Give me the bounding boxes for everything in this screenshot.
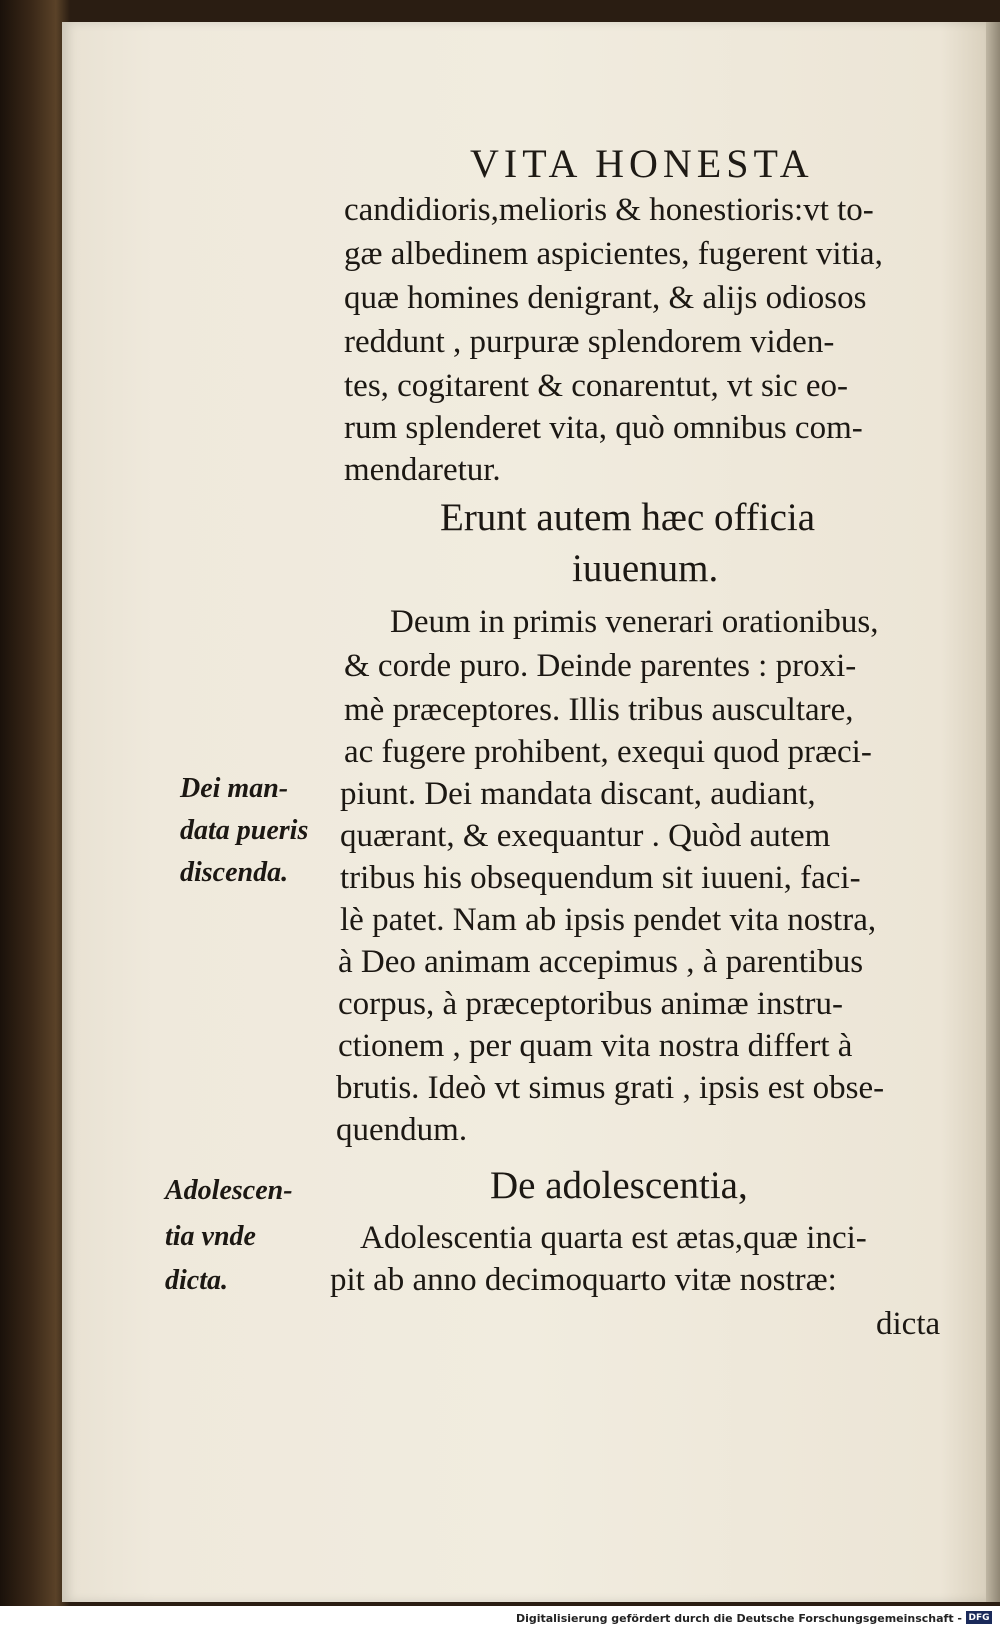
section-heading: De adolescentia, (490, 1164, 748, 1207)
marginal-note: tia vnde (165, 1221, 256, 1252)
catchword: dicta (876, 1306, 941, 1342)
section-heading: Erunt autem hæc officia (440, 496, 816, 539)
text-line: & corde puro. Deinde parentes : proxi- (344, 648, 857, 684)
text-line: reddunt , purpuræ splendorem viden- (344, 324, 835, 360)
text-line: à Deo animam accepimus , à parentibus (338, 944, 864, 980)
marginal-note: Adolescen- (165, 1175, 293, 1206)
text-line: mè præceptores. Illis tribus auscultare, (344, 692, 854, 728)
text-line: rum splenderet vita, quò omnibus com- (344, 410, 863, 446)
book-spine (0, 0, 70, 1606)
text-line: tribus his obsequendum sit iuueni, faci- (340, 860, 861, 896)
text-line: piunt. Dei mandata discant, audiant, (340, 776, 816, 812)
dfg-logo: DFG (966, 1611, 992, 1624)
text-line: brutis. Ideò vt simus grati , ipsis est obse- (336, 1070, 885, 1106)
text-line: ctionem , per quam vita nostra differt à (338, 1028, 853, 1064)
text-line: pit ab anno decimoquarto vitæ nostræ: (330, 1262, 837, 1298)
text-line: lè patet. Nam ab ipsis pendet vita nostra, (340, 902, 877, 938)
running-head: VITA HONESTA (470, 141, 814, 186)
marginal-note: dicta. (165, 1265, 228, 1296)
text-line: quærant, & exequantur . Quòd autem (340, 818, 831, 854)
page-edge (986, 22, 1000, 1602)
text-line: mendaretur. (344, 452, 501, 488)
text-line: candidioris,melioris & honestioris:vt to- (344, 192, 874, 228)
text-line: corpus, à præceptoribus animæ instru- (338, 986, 843, 1022)
marginal-note: discenda. (180, 857, 289, 888)
marginal-note: data pueris (180, 815, 309, 846)
text-line: gæ albedinem aspicientes, fugerent vitia, (344, 236, 883, 272)
text-line: quendum. (336, 1112, 468, 1148)
marginal-note: Dei man- (180, 773, 289, 804)
text-line: tes, cogitarent & conarentut, vt sic eo- (344, 368, 848, 404)
text-line: Deum in primis venerari orationibus, (390, 604, 879, 640)
text-line: quæ homines denigrant, & alijs odiosos (344, 280, 867, 316)
text-line: ac fugere prohibent, exequi quod præci- (344, 734, 872, 770)
text-line: Adolescentia quarta est ætas,quæ inci- (360, 1220, 867, 1256)
section-heading: iuuenum. (572, 547, 719, 590)
digitization-credit: Digitalisierung gefördert durch die Deutsche Forschungsgemeinschaft - (515, 1612, 962, 1625)
